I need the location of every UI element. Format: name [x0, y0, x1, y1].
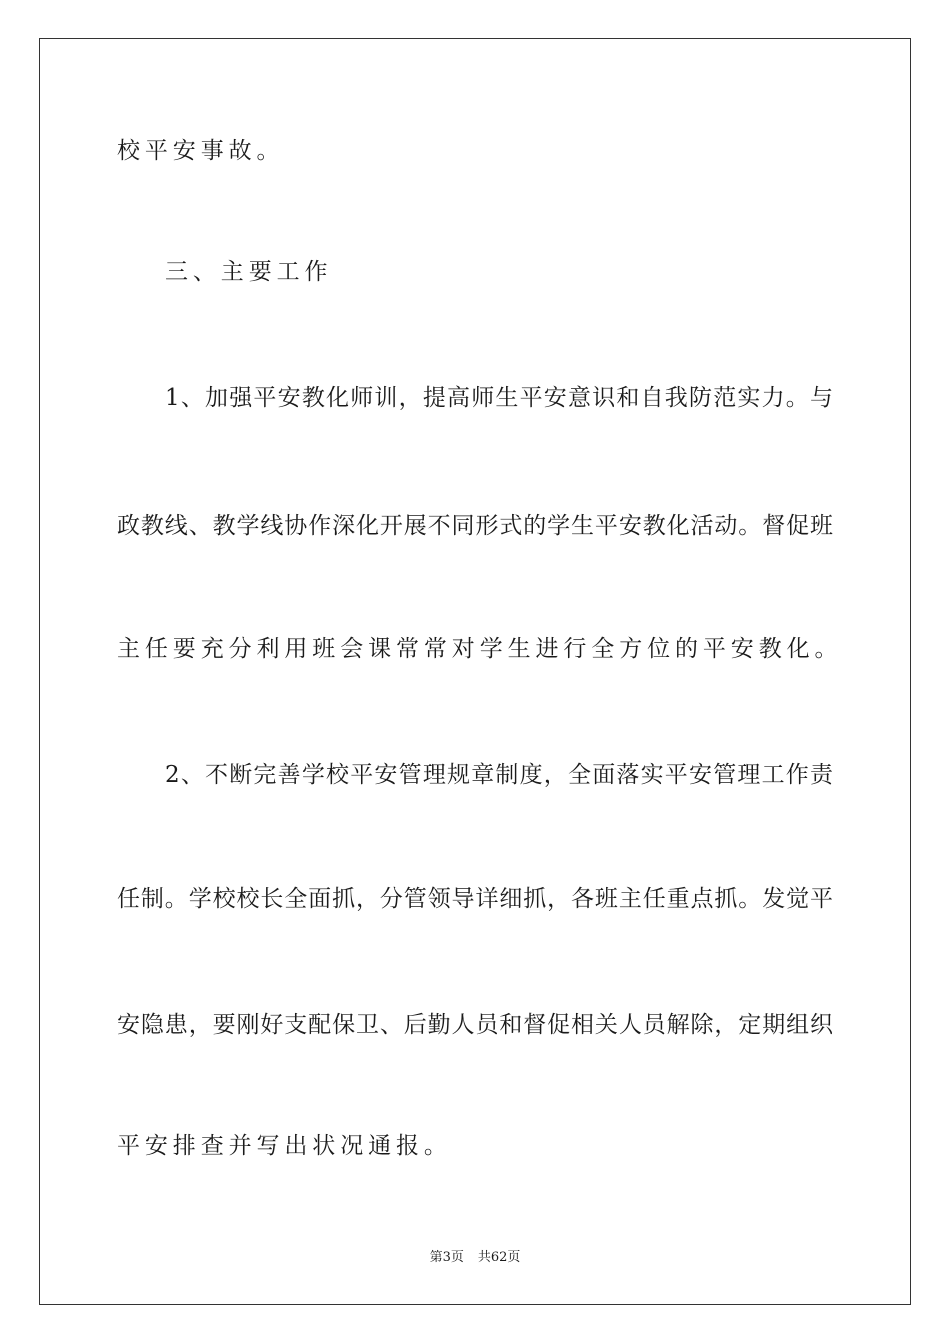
text-line-4: 政教线、教学线协作深化开展不同形式的学生平安教化活动。督促班	[117, 513, 833, 539]
section-heading: 三、主要工作	[165, 259, 333, 285]
text-line-3: 1、加强平安教化师训，提高师生平安意识和自我防范实力。与	[165, 385, 833, 411]
page-number: 第3页	[429, 1250, 464, 1265]
page-total: 共62页	[477, 1250, 521, 1265]
text-line-1: 校平安事故。	[117, 138, 285, 164]
page-border	[39, 38, 911, 1305]
text-line-8: 安隐患，要刚好支配保卫、后勤人员和督促相关人员解除，定期组织	[117, 1012, 833, 1038]
text-line-9: 平安排查并写出状况通报。	[117, 1133, 452, 1159]
text-line-7: 任制。学校校长全面抓，分管领导详细抓，各班主任重点抓。发觉平	[117, 886, 833, 912]
text-line-6: 2、不断完善学校平安管理规章制度，全面落实平安管理工作责	[165, 762, 833, 788]
text-line-5: 主任要充分利用班会课常常对学生进行全方位的平安教化。	[117, 636, 843, 662]
page-footer	[0, 1248, 950, 1268]
